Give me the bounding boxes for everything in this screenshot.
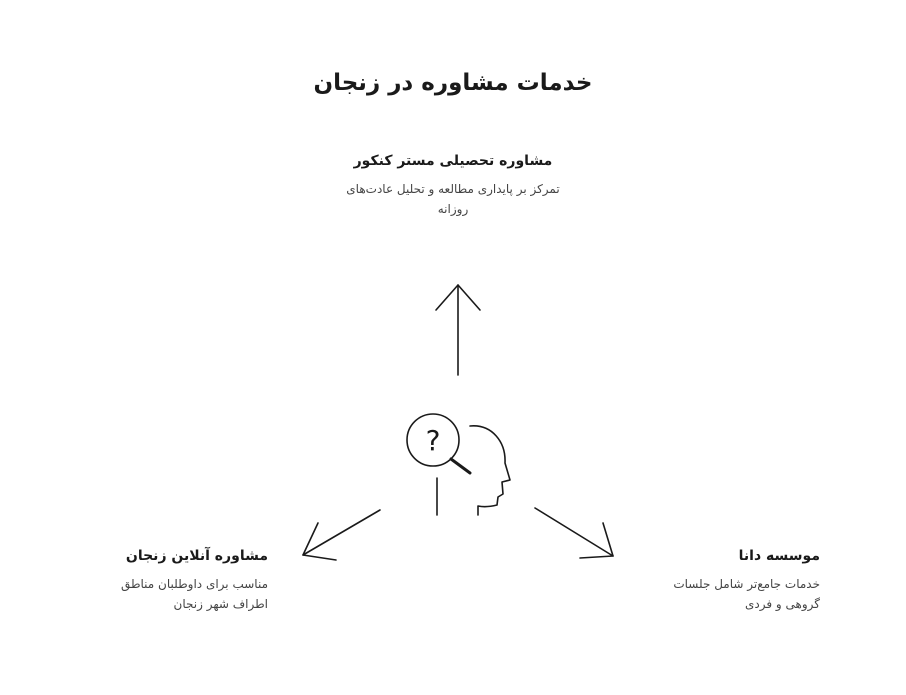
- node-top-description: تمرکز بر پایداری مطالعه و تحلیل عادت‌های روزانه: [346, 182, 560, 217]
- arrow-down-right: [535, 508, 613, 558]
- node-right: [640, 545, 820, 615]
- node-top-title: مشاوره تحصیلی مستر کنکور: [353, 153, 553, 169]
- arrow-up: [436, 285, 480, 375]
- node-left-title: مشاوره آنلاین زنجان: [125, 548, 268, 564]
- node-left: [88, 545, 268, 615]
- arrow-down-left: [303, 510, 380, 560]
- question-mark-icon: ?: [425, 424, 441, 457]
- node-left-description: مناسب برای داوطلبان مناطق اطراف شهر زنجان: [120, 577, 268, 612]
- page-title: خدمات مشاوره در زنجان: [313, 70, 593, 96]
- node-top: [338, 150, 568, 220]
- node-right-title: موسسه دانا: [738, 548, 820, 564]
- head-question-icon: [407, 414, 510, 515]
- node-right-description: خدمات جامع‌تر شامل جلسات گروهی و فردی: [673, 577, 820, 612]
